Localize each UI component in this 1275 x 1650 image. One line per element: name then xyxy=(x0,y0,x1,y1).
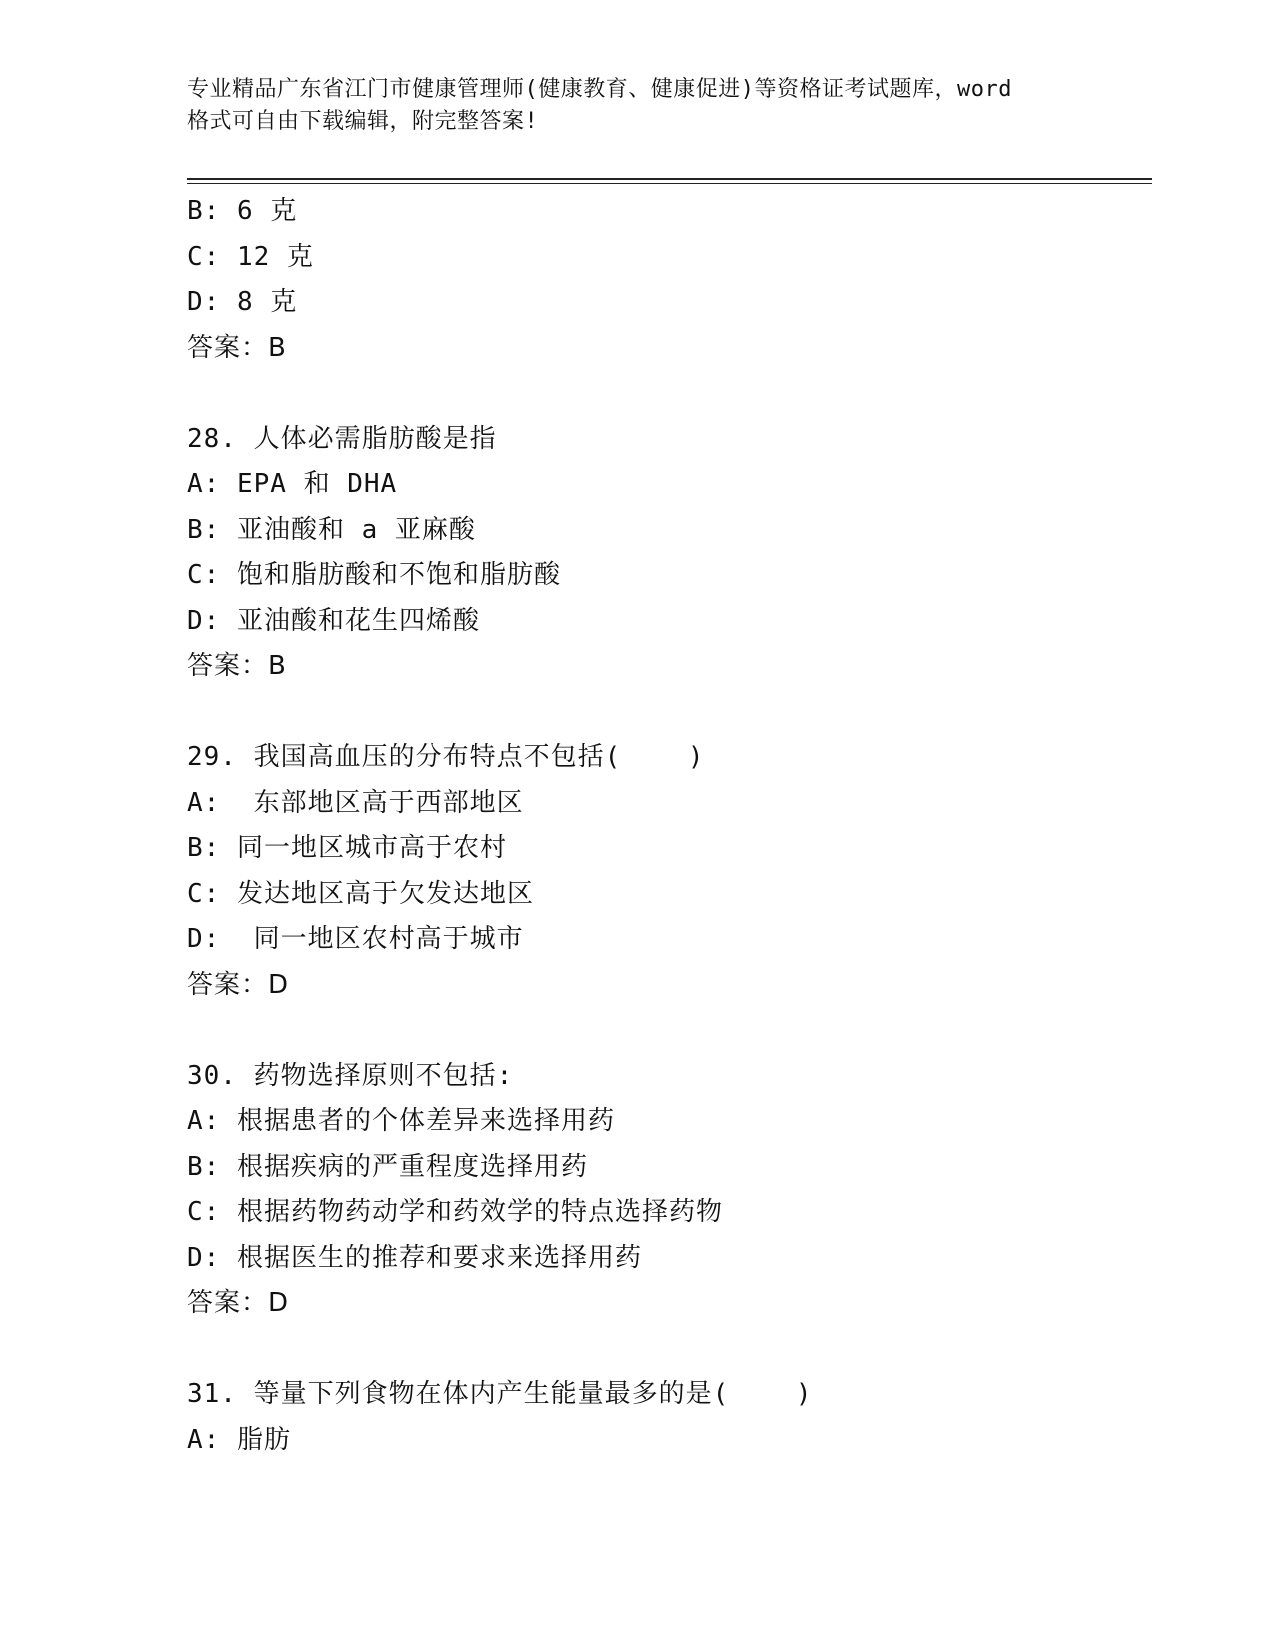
option-d: D: 同一地区农村高于城市 xyxy=(187,924,524,954)
spacer xyxy=(187,690,1147,736)
header-line-1: 专业精品广东省江门市健康管理师(健康教育、健康促进)等资格证考试题库，word xyxy=(187,77,1012,102)
answer-line: 答案：B xyxy=(187,651,287,681)
option-b: B: 根据疾病的严重程度选择用药 xyxy=(187,1151,588,1182)
answer-line: 答案：B xyxy=(187,332,287,363)
option-c: C: 根据药物药动学和药效学的特点选择药物 xyxy=(187,1197,723,1227)
header-divider-thin xyxy=(187,183,1152,184)
option-a: A: EPA 和 DHA xyxy=(187,469,398,499)
option-c: C: 饱和脂肪酸和不饱和脂肪酸 xyxy=(187,560,561,590)
question-block-31 xyxy=(187,1372,1147,1463)
question-block-30 xyxy=(187,1054,1147,1327)
spacer xyxy=(187,1327,1147,1373)
option-d: D: 根据医生的推荐和要求来选择用药 xyxy=(187,1242,642,1273)
question-list xyxy=(187,189,1147,1463)
option-d: D: 8 克 xyxy=(187,287,298,317)
question-title: 28. 人体必需脂肪酸是指 xyxy=(187,423,497,454)
answer-line: 答案：D xyxy=(187,969,290,1000)
question-block-29 xyxy=(187,735,1147,1008)
option-d: D: 亚油酸和花生四烯酸 xyxy=(187,605,480,636)
spacer xyxy=(187,1008,1147,1054)
option-a: A: 脂肪 xyxy=(187,1424,291,1455)
option-a: A: 东部地区高于西部地区 xyxy=(187,787,524,818)
option-c: C: 12 克 xyxy=(187,241,314,272)
answer-line: 答案：D xyxy=(187,1288,290,1318)
header-line-2: 格式可自由下载编辑，附完整答案! xyxy=(187,109,539,134)
spacer xyxy=(187,371,1147,417)
option-c: C: 发达地区高于欠发达地区 xyxy=(187,878,534,909)
option-b: B: 亚油酸和 a 亚麻酸 xyxy=(187,514,476,545)
header-divider-thick xyxy=(187,178,1152,180)
option-b: B: 同一地区城市高于农村 xyxy=(187,833,507,863)
option-a: A: 根据患者的个体差异来选择用药 xyxy=(187,1106,615,1136)
option-b: B: 6 克 xyxy=(187,196,298,226)
question-title: 29. 我国高血压的分布特点不包括( ) xyxy=(187,742,705,772)
document-header xyxy=(187,74,1087,138)
question-block-27 xyxy=(187,189,1147,371)
question-block-28 xyxy=(187,417,1147,690)
question-title: 31. 等量下列食物在体内产生能量最多的是( ) xyxy=(187,1379,813,1409)
question-title: 30. 药物选择原则不包括: xyxy=(187,1060,514,1091)
